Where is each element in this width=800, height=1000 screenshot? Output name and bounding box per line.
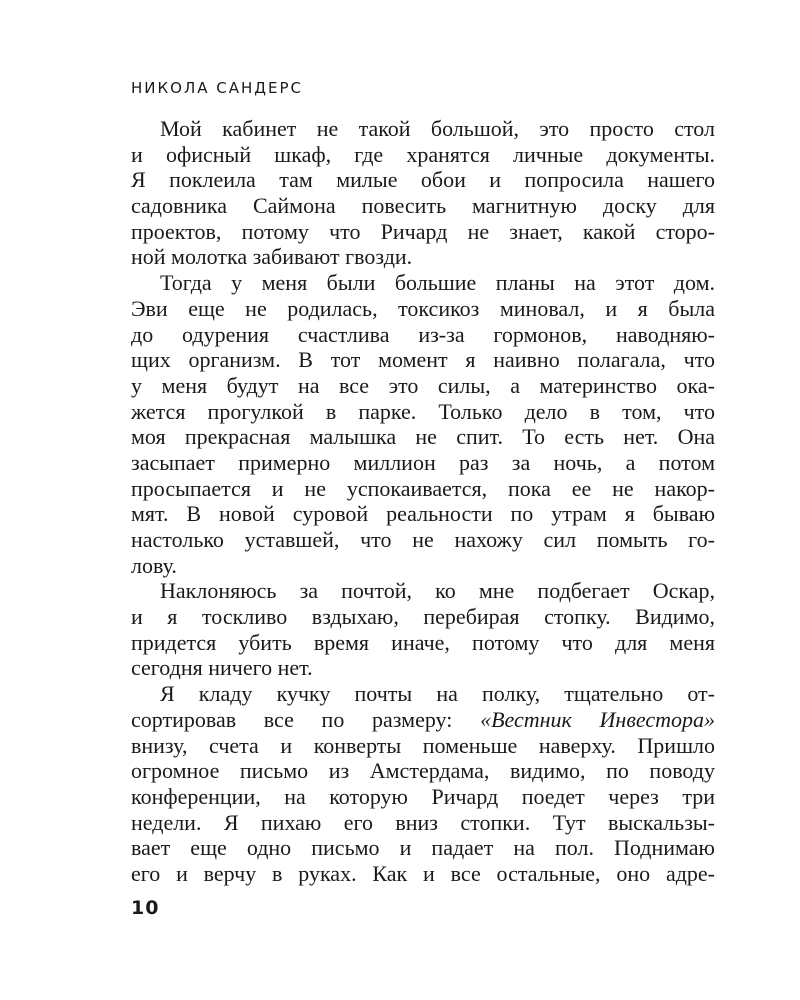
text-line: вает еще одно письмо и падает на пол. Поднимаю: [131, 835, 715, 861]
text-line: внизу, счета и конверты поменьше наверху. Пришло: [131, 732, 715, 758]
text-line: [131, 707, 715, 733]
text-line: и офисный шкаф, где хранятся личные документы.: [131, 141, 715, 167]
paragraph: [131, 578, 715, 681]
text-line: придется убить время иначе, потому что для меня: [131, 629, 715, 655]
text-line: просыпается и не успокаивается, пока ее не накор-: [131, 475, 715, 501]
text-line: огромное письмо из Амстердама, видимо, по поводу: [131, 758, 715, 784]
paragraph: [131, 270, 715, 578]
running-head-author: НИКОЛА САНДЕРС: [131, 79, 303, 97]
text-line: моя прекрасная малышка не спит. То есть нет. Она: [131, 424, 715, 450]
text-line: Я поклеила там милые обои и попросила нашего: [131, 167, 715, 193]
text-line: Эви еще не родилась, токсикоз миновал, и я была: [131, 295, 715, 321]
page-number: 10: [131, 897, 160, 919]
paragraph: [131, 116, 715, 270]
text-line: у меня будут на все это силы, а материнство ока-: [131, 372, 715, 398]
text-line: недели. Я пихаю его вниз стопки. Тут выскальзы-: [131, 809, 715, 835]
text-line: сегодня ничего нет.: [131, 655, 313, 681]
body-text: [131, 116, 715, 887]
text-line: проектов, потому что Ричард не знает, какой сторо-: [131, 218, 715, 244]
text-line: мят. В новой суровой реальности по утрам я бываю: [131, 501, 715, 527]
text-line: настолько уставшей, что не нахожу сил помыть го-: [131, 527, 715, 552]
italic-title: «Вестник Инвестора»: [480, 706, 715, 732]
text-line: и я тоскливо вздыхаю, перебирая стопку. Видимо,: [131, 604, 715, 630]
text-line: Наклоняюсь за почтой, ко мне подбегает Оскар,: [160, 578, 715, 604]
text-line: садовника Саймона повесить магнитную доску для: [131, 193, 715, 219]
text-line: ной молотка забивают гвозди.: [131, 244, 413, 270]
text-line: конференции, на которую Ричард поедет через три: [131, 783, 715, 809]
text-line: засыпает примерно миллион раз за ночь, а потом: [131, 449, 715, 475]
text-line: щих организм. В тот момент я наивно полагала, что: [131, 347, 715, 373]
text-line: до одурения счастлива из-за гормонов, наводняю-: [131, 321, 715, 347]
text-line: Тогда у меня были большие планы на этот дом.: [160, 270, 715, 296]
text-line: его и верчу в руках. Как и все остальные, оно адре-: [131, 860, 715, 886]
text-line: Мой кабинет не такой большой, это просто стол: [160, 116, 715, 141]
text-line: жется прогулкой в парке. Только дело в том, что: [131, 398, 715, 424]
text-line: Я кладу кучку почты на полку, тщательно от-: [160, 681, 715, 707]
text-line-start: сортировав все по размеру:: [131, 706, 481, 732]
paragraph: [131, 681, 715, 887]
text-line: лову.: [131, 552, 177, 578]
